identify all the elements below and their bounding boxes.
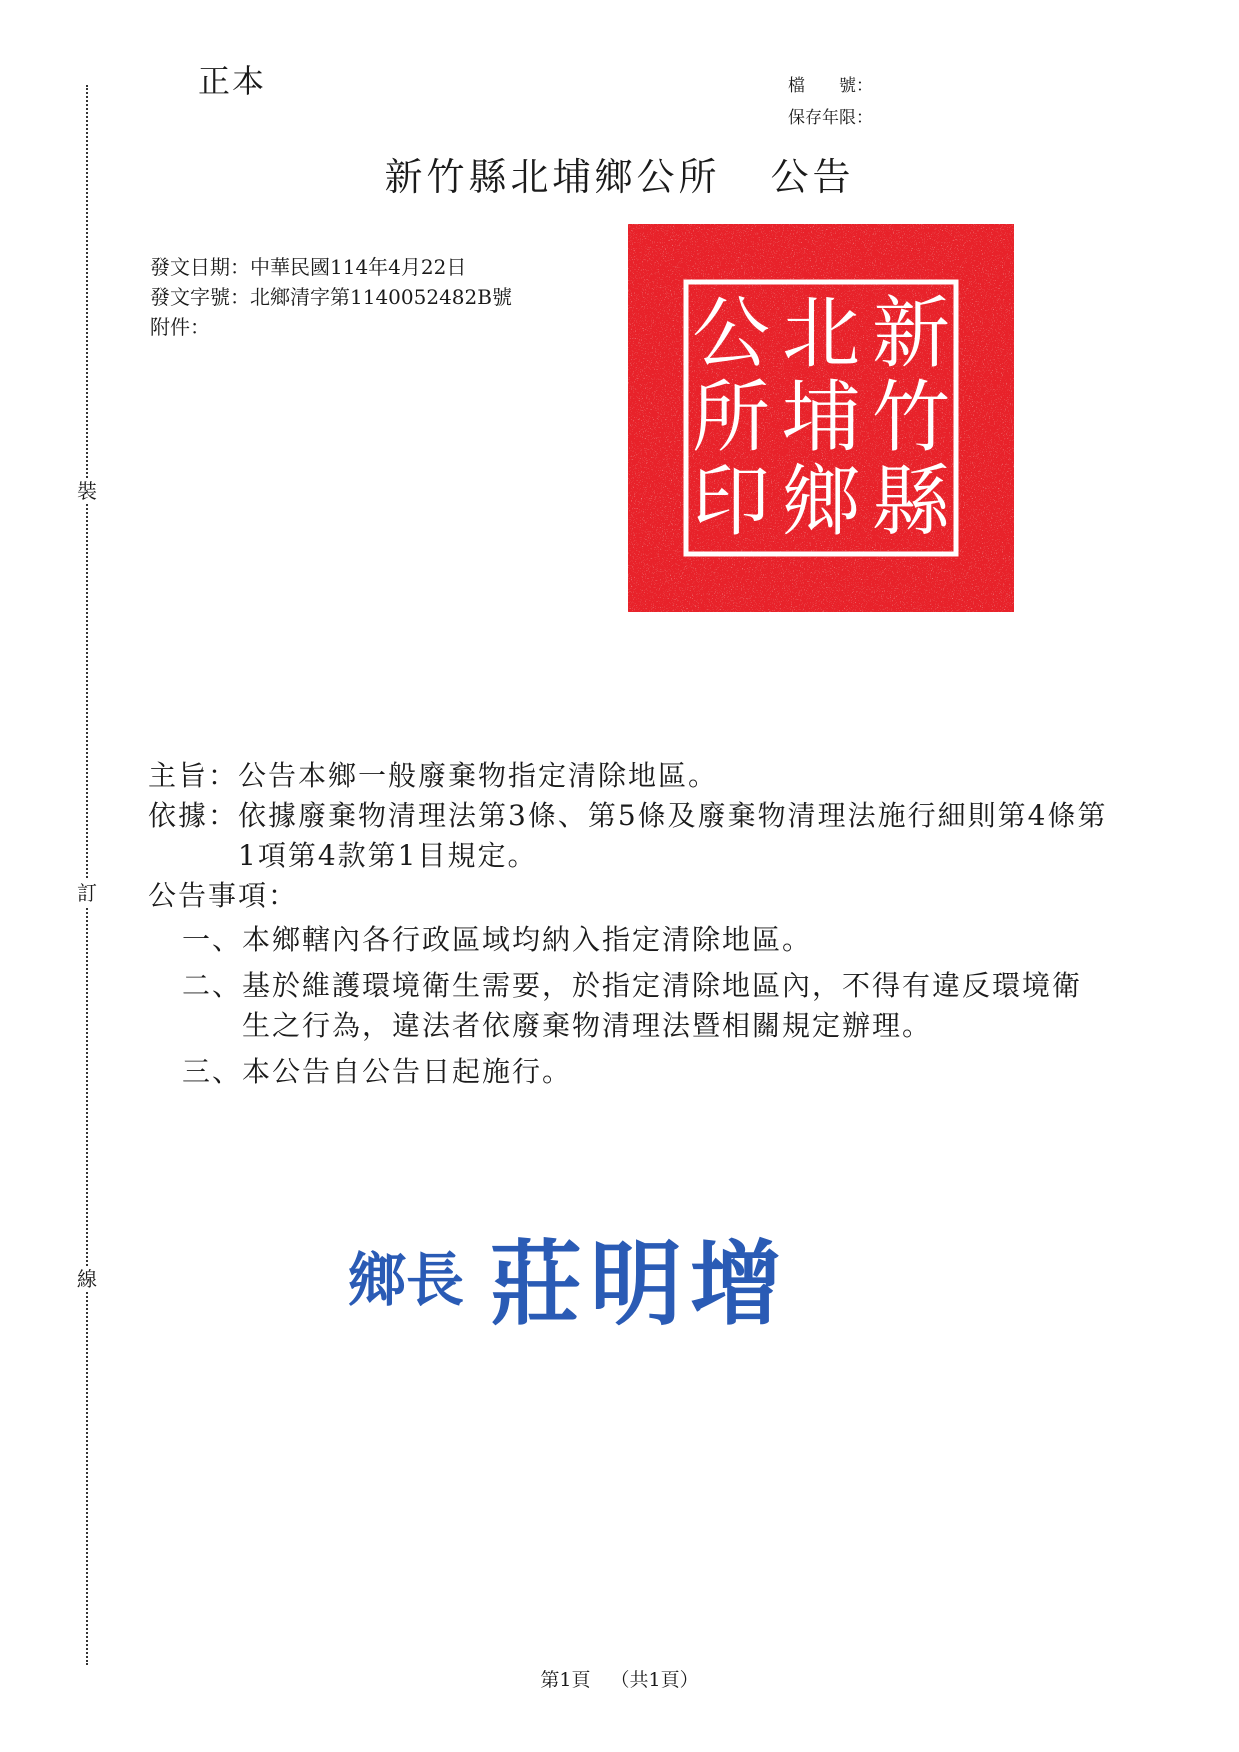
issue-number: 發文字號：北鄉清字第1140052482B號 — [150, 285, 512, 309]
list-item — [182, 920, 1108, 960]
item-text: 本鄉轄內各行政區域均納入指定清除地區。 — [242, 923, 813, 956]
list-item — [182, 1052, 1108, 1092]
item-number: 三、 — [182, 1055, 243, 1088]
seal-char: 印 — [691, 457, 771, 547]
page-footer — [0, 1665, 1239, 1692]
page-title — [0, 146, 1239, 201]
binding-line — [86, 85, 88, 1665]
basis-paragraph — [148, 796, 1108, 876]
retention-period-label: 保存年限： — [788, 108, 873, 128]
announcement-body — [148, 756, 1108, 1098]
item-number: 二、 — [182, 969, 243, 1002]
seal-char: 北 — [781, 289, 861, 379]
issue-date: 發文日期：中華民國114年4月22日 — [150, 255, 467, 279]
basis-label: 依據： — [148, 799, 239, 832]
page-number: 第1頁 — [540, 1669, 591, 1691]
binding-char-zhuang: 裝 — [74, 478, 100, 504]
subject-paragraph — [148, 756, 1108, 796]
mayor-signature-stamp — [340, 1220, 860, 1350]
file-number-label: 檔 號： — [788, 76, 873, 96]
list-item — [182, 966, 1108, 1046]
announcement-items — [148, 920, 1108, 1092]
subject-text: 公告本鄉一般廢棄物指定清除地區。 — [238, 759, 719, 792]
seal-char: 埔 — [781, 373, 861, 463]
issue-info — [150, 252, 512, 342]
item-text: 基於維護環境衛生需要，於指定清除地區內，不得有違反環境衛生之行為，違法者依廢棄物清理法暨相關規定辦理。 — [242, 969, 1083, 1042]
file-meta — [788, 70, 873, 134]
original-copy-mark: 正本 — [198, 62, 267, 100]
items-heading — [148, 876, 1108, 916]
binding-char-ding: 訂 — [74, 880, 100, 906]
official-seal — [628, 224, 1014, 612]
attachment-label: 附件： — [150, 315, 210, 339]
binding-char-xian: 線 — [74, 1266, 100, 1292]
subject-label: 主旨： — [148, 759, 239, 792]
basis-text: 依據廢棄物清理法第3條、第5條及廢棄物清理法施行細則第4條第1項第4款第1目規定。 — [238, 799, 1108, 872]
document-type: 公告 — [770, 155, 855, 199]
seal-char: 新 — [871, 289, 951, 379]
signature-name: 莊明增 — [490, 1230, 791, 1338]
item-number: 一、 — [182, 923, 243, 956]
seal-char: 縣 — [871, 457, 951, 547]
items-label: 公告事項： — [148, 879, 299, 912]
seal-char: 所 — [691, 373, 771, 463]
seal-char: 公 — [691, 289, 771, 379]
seal-char: 鄉 — [781, 457, 861, 547]
seal-char: 竹 — [871, 373, 951, 463]
item-text: 本公告自公告日起施行。 — [242, 1055, 573, 1088]
agency-name: 新竹縣北埔鄉公所 — [384, 155, 721, 199]
signature-title: 鄉長 — [348, 1246, 465, 1314]
total-pages: （共1頁） — [610, 1669, 699, 1691]
